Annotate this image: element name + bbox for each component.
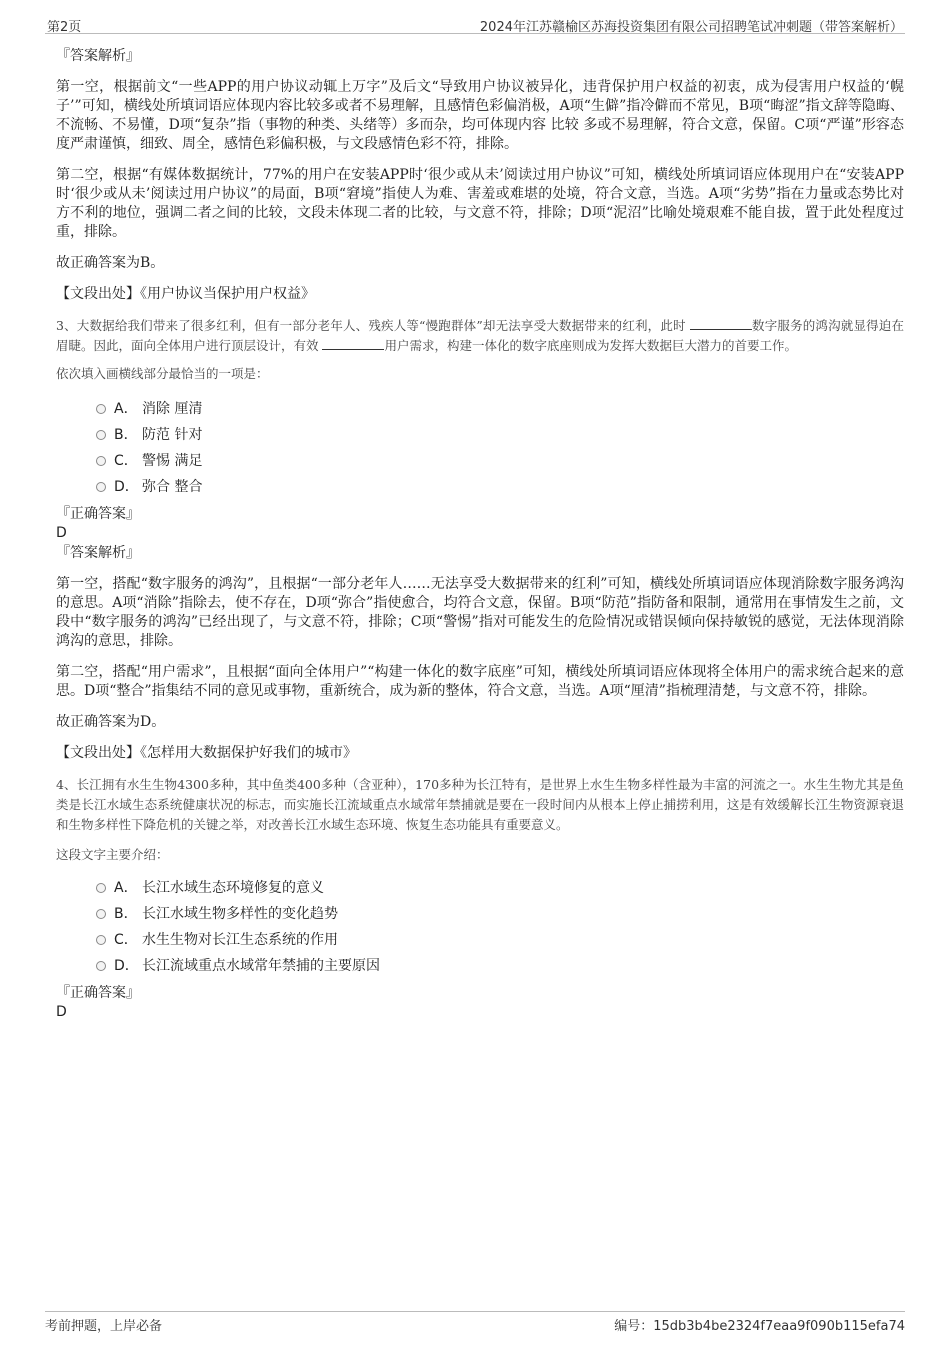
blank-line (322, 338, 384, 350)
correct-answer-label: 『正确答案』 (56, 506, 140, 522)
question-prompt: 依次填入画横线部分最恰当的一项是： (56, 366, 269, 381)
source-citation: 【文段出处】《怎样用大数据保护好我们的城市》 (56, 745, 357, 761)
radio-icon[interactable] (96, 482, 106, 492)
source-citation: 【文段出处】《用户协议当保护用户权益》 (56, 286, 315, 302)
analysis-label: 『答案解析』 (56, 48, 140, 64)
option-b[interactable]: B． 防范 针对 (56, 422, 904, 448)
radio-icon[interactable] (96, 961, 106, 971)
option-d[interactable]: D． 弥合 整合 (56, 474, 904, 500)
answer-conclusion: 故正确答案为D。 (56, 714, 166, 730)
document-title: 2024年江苏赣榆区苏海投资集团有限公司招聘笔试冲刺题（带答案解析） (479, 20, 903, 35)
page-number: 第2页 (47, 20, 82, 35)
option-d[interactable]: D． 长江流域重点水域常年禁捕的主要原因 (56, 953, 904, 979)
radio-icon[interactable] (96, 404, 106, 414)
footer-slogan: 考前押题，上岸必备 (45, 1319, 163, 1334)
correct-answer: D (56, 1004, 67, 1020)
answer-conclusion: 故正确答案为B。 (56, 255, 165, 271)
option-b[interactable]: B． 长江水域生物多样性的变化趋势 (56, 901, 904, 927)
analysis-paragraph: 第一空，搭配“数字服务的鸿沟”，且根据“一部分老年人……无法享受大数据带来的红利”可知，横线处所填词语应体现消除数字服务鸿沟的意思。A项“消除”指除去，使不存在，D项“弥合”指使愈合，均符合文意，保留。B项“防范”指防备和限制，通常用在事情发生之前，文段中“数字服务的鸿沟”已经出现了，与文意不符，排除；C项“警惕”指对可能发生的危险情况或错误倾向保持敏锐的感觉，无法体现消除鸿沟的意思，排除。 (56, 576, 904, 649)
radio-icon[interactable] (96, 909, 106, 919)
analysis-label: 『答案解析』 (56, 545, 140, 561)
option-list (56, 396, 904, 500)
correct-answer: D (56, 525, 67, 541)
page-content (56, 46, 904, 1022)
option-list (56, 875, 904, 979)
analysis-paragraph: 第二空，搭配“用户需求”，且根据“面向全体用户”“构建一体化的数字底座”可知，横线处所填词语应体现将全体用户的需求统合起来的意思。D项“整合”指集结不同的意见或事物，重新统合，成为新的整体，符合文意，当选。A项“厘清”指梳理清楚，与文意不符，排除。 (56, 664, 904, 699)
radio-icon[interactable] (96, 883, 106, 893)
page-header (45, 14, 905, 34)
analysis-paragraph: 第二空，根据“有媒体数据统计，77%的用户在安装APP时‘很少或从未’阅读过用户协议”可知，横线处所填词语应体现用户在“安装APP时‘很少或从未’阅读过用户协议”的局面，B项“窘境”指使人为难、害羞或难堪的处境，符合文意，当选。A项“劣势”指在力量或态势比对方不利的地位，强调二者之间的比较，文段未体现二者的比较，与文意不符，排除；D项“泥沼”比喻处境艰难不能自拔，置于此处程度过重，排除。 (56, 167, 904, 240)
analysis-paragraph: 第一空，根据前文“一些APP的用户协议动辄上万字”及后文“导致用户协议被异化，违背保护用户权益的初衷，成为侵害用户权益的‘幌子’”可知，横线处所填词语应体现内容比较多或者不易理解，且感情色彩偏消极，A项“生僻”指冷僻而不常见，B项“晦涩”指文辞等隐晦、不流畅、不易懂，D项“复杂”指（事物的种类、头绪等）多而杂，均可体现内容 比较 多或不易理解，符合文意，保留。C项“严谨”形容态度严肃谨慎，细致、周全，感情色彩偏积极，与文段感情色彩不符，排除。 (56, 79, 904, 152)
blank-line (690, 318, 752, 330)
page-footer (45, 1311, 905, 1333)
document-id: 编号：15db3b4be2324f7eaa9f090b115efa74 (614, 1319, 905, 1334)
question-stem: 3、大数据给我们带来了很多红利，但有一部分老年人、残疾人等“慢跑群体”却无法享受大数据带来的红利，此时 数字服务的鸿沟就显得迫在眉睫。因此，面向全体用户进行顶层设计，有效 用户需求，构建一体化的数字底座则成为发挥大数据巨大潜力的首要工作。 (56, 318, 904, 353)
radio-icon[interactable] (96, 935, 106, 945)
question-stem: 4、长江拥有水生生物4300多种，其中鱼类400多种（含亚种），170多种为长江特有，是世界上水生生物多样性最为丰富的河流之一。水生生物尤其是鱼类是长江水域生态系统健康状况的标志，而实施长江流域重点水域常年禁捕就是要在一段时间内从根本上停止捕捞利用，这是有效缓解长江生物资源衰退和生物多样性下降危机的关键之举，对改善长江水域生态环境、恢复生态功能具有重要意义。 (56, 777, 904, 832)
radio-icon[interactable] (96, 456, 106, 466)
option-c[interactable]: C． 警惕 满足 (56, 448, 904, 474)
option-c[interactable]: C． 水生生物对长江生态系统的作用 (56, 927, 904, 953)
option-a[interactable]: A． 长江水域生态环境修复的意义 (56, 875, 904, 901)
correct-answer-label: 『正确答案』 (56, 985, 140, 1001)
question-prompt: 这段文字主要介绍： (56, 847, 169, 862)
option-a[interactable]: A． 消除 厘清 (56, 396, 904, 422)
radio-icon[interactable] (96, 430, 106, 440)
